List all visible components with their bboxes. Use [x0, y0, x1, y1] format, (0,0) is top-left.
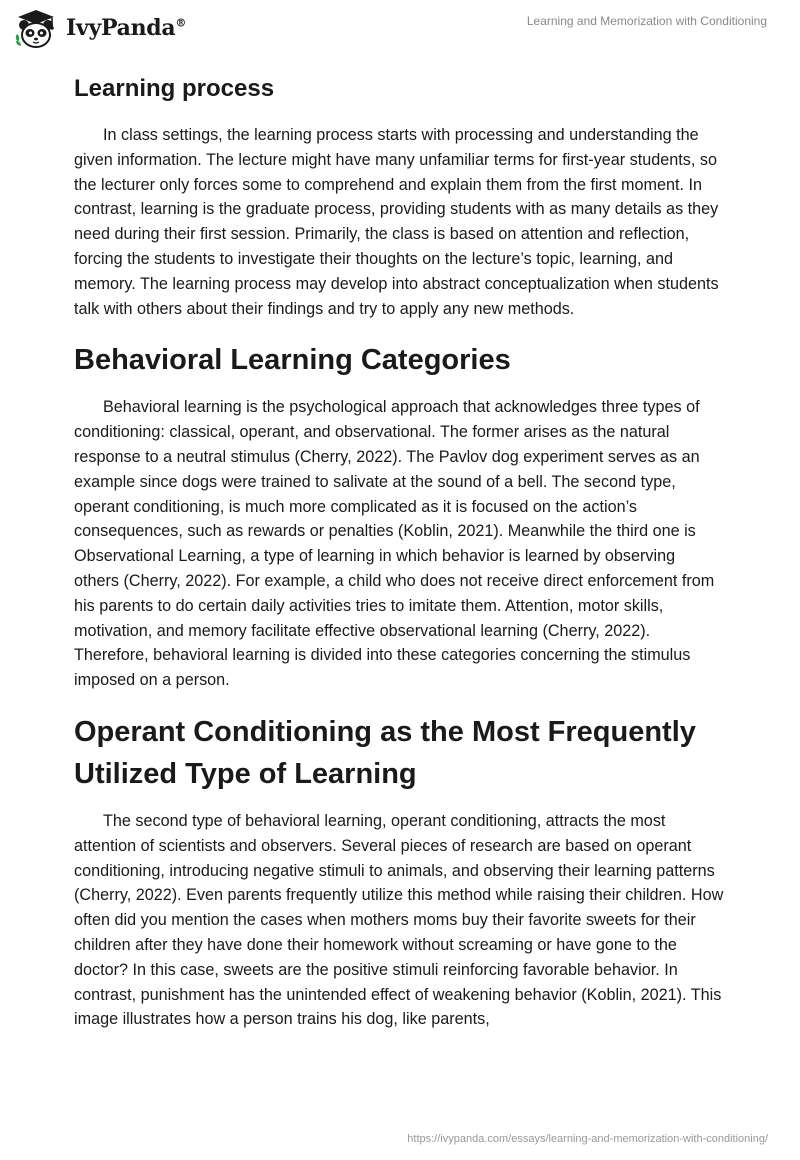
paragraph-behavioral-learning: Behavioral learning is the psychological approach that acknowledges three types of conditioning: classical, operant, and observational. The former arises as the natural response to a neutral stimulus (Cherry, 2022). The Pavlov dog experiment serves as an example since dogs were trained to salivate at the sound of a bell. The second type, operant conditioning, is much more complicated as it is focused on the action’s consequences, such as rewards or penalties (Koblin, 2021). Meanwhile the third one is Observational Learning, a type of learning in which behavior is learned by observing others (Cherry, 2022). For example, a child who does not receive direct enforcement from his parents to do certain daily activities tries to imitate them. Attention, motor skills, motivation, and memory facilitate effective observational learning (Cherry, 2022). Therefore, behavioral learning is divided into these categories concerning the stimulus imposed on a person.: [74, 398, 715, 690]
paragraph-operant-conditioning: The second type of behavioral learning, operant conditioning, attracts the most attention of scientists and observers. Several pieces of research are based on operant conditioning, introducing negative stimuli to animals, and observing their learning patterns (Cherry, 2022). Even parents frequently utilize this method while raising their children. How often did you mention the cases when mothers moms buy their favorite sweets for their children after they have done their homework without screaming or have gone to the doctor? In this case, sweets are the positive stimuli reinforcing favorable behavior. In contrast, punishment has the unintended effect of weakening behavior (Koblin, 2021). This image illustrates how a person trains his dog, like parents,: [74, 811, 724, 1029]
brand-name: [66, 15, 186, 41]
paragraph-learning-process: In class settings, the learning process starts with processing and understanding the given information. The lecture might have many unfamiliar terms for first-year students, so the lecturer only forces some to comprehend and explain them from the first moment. In contrast, learning is the graduate process, providing students with as many details as they need during their first session. Primarily, the class is based on attention and reflection, forcing the students to investigate their thoughts on the lecture’s topic, learning, and memory. The learning process may develop into abstract conceptualization when students talk with others about their findings and try to apply any new methods.: [74, 126, 719, 318]
brand-logo[interactable]: [14, 8, 186, 48]
panda-graduate-icon: [14, 8, 62, 48]
section-heading-operant-conditioning: Operant Conditioning as the Most Frequently Utilized Type of Learning: [74, 715, 696, 790]
brand-name-text: IvyPanda: [66, 15, 176, 41]
section-heading-learning-process: Learning process: [74, 75, 275, 102]
document-title: Learning and Memorization with Conditioning: [526, 14, 767, 28]
registered-mark: ®: [175, 16, 187, 30]
page-header: [0, 0, 800, 50]
article-body: [74, 72, 724, 1050]
section-heading-behavioral-learning: Behavioral Learning Categories: [74, 344, 511, 377]
source-url[interactable]: https://ivypanda.com/essays/learning-and-memorization-with-conditioning/: [407, 1133, 768, 1145]
